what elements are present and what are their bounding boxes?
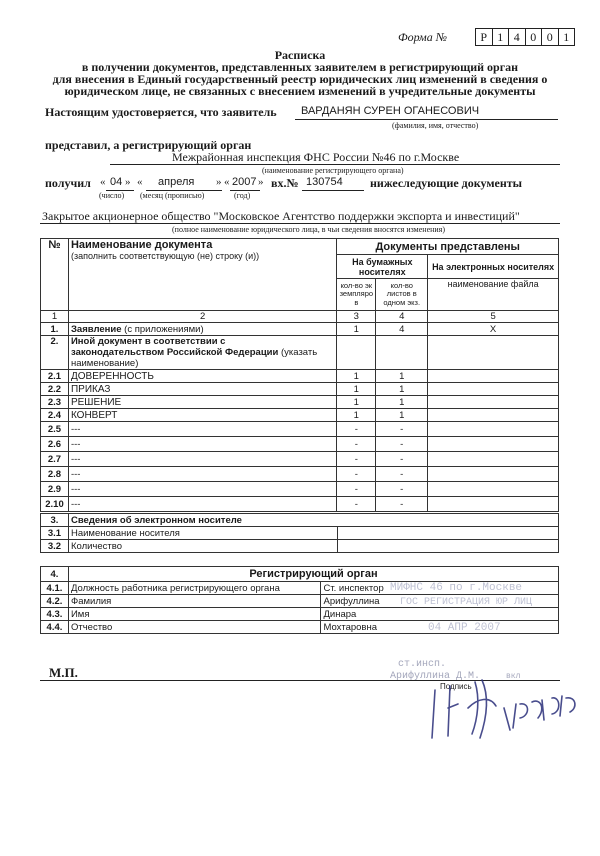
row-file <box>428 409 559 422</box>
row-value <box>337 527 559 540</box>
applicant-hint: (фамилия, имя, отчество) <box>392 121 479 130</box>
table-row <box>41 396 559 409</box>
row-sheets: - <box>376 467 428 482</box>
row-label: Фамилия <box>68 595 321 608</box>
colnum: 3 <box>337 311 376 323</box>
row-copies: 1 <box>337 396 376 409</box>
row-num: 4.1. <box>41 582 69 595</box>
row-sheets <box>376 336 428 370</box>
row-file <box>428 437 559 452</box>
media-table <box>40 513 559 553</box>
header-sheets: кол-во листов в одном экз. <box>376 279 428 311</box>
doc-title-line: для внесения в Единый государственный реестр юридических лиц изменений в сведения о <box>52 72 548 86</box>
row-name: --- <box>68 452 336 467</box>
table-row <box>41 323 559 336</box>
row-copies: 1 <box>337 370 376 383</box>
row-file <box>428 422 559 437</box>
date-quote: » <box>216 176 222 188</box>
registrar-title: Регистрирующий орган <box>68 567 558 582</box>
table-row <box>41 482 559 497</box>
row-num: 2.6 <box>41 437 69 452</box>
row-value: Арифуллина <box>321 595 559 608</box>
handwritten-signature-icon <box>420 668 590 748</box>
row-copies: - <box>337 437 376 452</box>
row-file: X <box>428 323 559 336</box>
vh-underline <box>302 190 364 191</box>
row-sheets: 1 <box>376 409 428 422</box>
date-quote: « <box>100 176 106 188</box>
row-sheets: 1 <box>376 396 428 409</box>
row-name: ДОВЕРЕННОСТЬ <box>68 370 336 383</box>
row-name-bold: Иной документ в соответствии с законодательством Российской Федерации <box>70 336 279 358</box>
form-number-label: Форма № <box>398 30 448 44</box>
row-file <box>428 467 559 482</box>
form-code-char: 1 <box>558 29 575 45</box>
authority-lead: представил, а регистрирующий орган <box>45 138 252 152</box>
row-num: 3.1 <box>41 527 69 540</box>
row-sheets: - <box>376 422 428 437</box>
row-copies: - <box>337 467 376 482</box>
received-month: апреля <box>158 176 195 188</box>
row-copies: - <box>337 422 376 437</box>
entity-hint: (полное наименование юридического лица, в чьи сведения вносятся изменения) <box>172 225 446 234</box>
row-sheets: 1 <box>376 370 428 383</box>
row-label: Отчество <box>68 621 321 634</box>
vh-label: вх.№ <box>271 176 299 190</box>
header-filename: наименование файла <box>428 279 559 311</box>
table-row <box>41 409 559 422</box>
doc-title-line: юридическом лице, не связанных с внесением изменений в учредительные документы <box>64 84 536 98</box>
svg-text:ГОС РЕГИСТРАЦИЯ ЮР ЛИЦ: ГОС РЕГИСТРАЦИЯ ЮР ЛИЦ <box>400 597 533 608</box>
row-name: (с приложениями) <box>121 323 204 335</box>
colnum: 4 <box>376 311 428 323</box>
row-num: 2.1 <box>41 370 69 383</box>
entity-name: Закрытое акционерное общество "Московское Агентство поддержки экспорта и инвестиций" <box>42 209 520 223</box>
header-paper: На бумажных носителях <box>337 255 428 279</box>
row-name: --- <box>68 437 336 452</box>
form-code-char: 1 <box>492 29 509 45</box>
row-name-cell <box>68 323 336 336</box>
received-day: 04 <box>110 176 123 188</box>
day-hint: (число) <box>99 191 125 200</box>
table-row <box>41 467 559 482</box>
authority-hint: (наименование регистрирующего органа) <box>262 166 404 175</box>
form-code-char: 4 <box>508 29 525 45</box>
date-quote: « <box>137 176 143 188</box>
table-row <box>41 336 559 370</box>
row-copies: 1 <box>337 323 376 336</box>
registrar-num: 4. <box>41 567 69 582</box>
row-num: 2.10 <box>41 497 69 512</box>
form-code-char: 0 <box>541 29 558 45</box>
row-sheets: - <box>376 497 428 512</box>
authority-underline <box>110 164 560 165</box>
media-num: 3. <box>41 514 69 527</box>
row-sheets: - <box>376 437 428 452</box>
authority-name: Межрайонная инспекция ФНС России №46 по г.Москве <box>172 150 460 164</box>
row-sheets: - <box>376 482 428 497</box>
row-file <box>428 482 559 497</box>
header-presented: Документы представлены <box>337 239 559 255</box>
header-num: № <box>41 239 69 311</box>
row-name-cell <box>68 336 336 370</box>
form-number-boxes <box>475 28 575 46</box>
row-num: 2.7 <box>41 452 69 467</box>
row-name: ПРИКАЗ <box>68 383 336 396</box>
svg-text:ст.инсп.: ст.инсп. <box>398 659 447 670</box>
row-value: Мохтаровна <box>321 621 559 634</box>
row-sheets: - <box>376 452 428 467</box>
applicant-underline <box>295 119 558 120</box>
row-num: 2.2 <box>41 383 69 396</box>
form-code-char: Р <box>480 29 488 44</box>
header-doc-name-cell <box>68 239 336 311</box>
row-sheets: 1 <box>376 383 428 396</box>
row-file <box>428 452 559 467</box>
row-name: РЕШЕНИЕ <box>68 396 336 409</box>
registration-stamp-icon <box>388 578 548 653</box>
month-hint: (месяц (прописью) <box>140 191 205 200</box>
svg-text:Арифуллина Д.М.: Арифуллина Д.М. <box>390 671 481 682</box>
header-copies: кол-во экземпляров <box>337 279 376 311</box>
row-num: 2.3 <box>41 396 69 409</box>
table-row <box>41 527 559 540</box>
row-num: 2.5 <box>41 422 69 437</box>
header-doc-name-sub: (заполнить соответствующую (не) строку (и)) <box>70 251 260 261</box>
vh-number: 130754 <box>306 176 343 188</box>
row-num: 2. <box>41 336 69 370</box>
row-num: 4.3. <box>41 608 69 621</box>
table-row <box>41 437 559 452</box>
seal-label: М.П. <box>49 665 78 680</box>
colnum: 2 <box>68 311 336 323</box>
received-year: 2007 <box>232 176 257 188</box>
row-value: Динара <box>321 608 559 621</box>
table-row <box>41 383 559 396</box>
row-copies: - <box>337 452 376 467</box>
row-file <box>428 383 559 396</box>
table-row <box>41 370 559 383</box>
entity-underline <box>40 223 560 224</box>
row-name: (указать наименование) <box>70 347 318 369</box>
row-copies: - <box>337 497 376 512</box>
row-name-bold: Заявление <box>70 323 122 335</box>
row-num: 4.2. <box>41 595 69 608</box>
table-row <box>41 422 559 437</box>
row-file <box>428 396 559 409</box>
table-row <box>41 540 559 553</box>
row-label: Имя <box>68 608 321 621</box>
row-num: 4.4. <box>41 621 69 634</box>
signature-label: Подпись <box>440 682 472 691</box>
row-value: Ст. инспектор <box>321 582 559 595</box>
row-name: --- <box>68 497 336 512</box>
date-quote: « <box>224 176 230 188</box>
row-copies: 1 <box>337 409 376 422</box>
row-name: КОНВЕРТ <box>68 409 336 422</box>
table-row <box>41 452 559 467</box>
row-num: 2.8 <box>41 467 69 482</box>
svg-text:МИФНС 46 по г.Москве: МИФНС 46 по г.Москве <box>390 582 523 594</box>
header-doc-name: Наименование документа <box>70 239 213 251</box>
doc-title-line: в получении документов, представленных заявителем в регистрирующий орган <box>81 60 519 74</box>
colnum: 5 <box>428 311 559 323</box>
date-quote: » <box>258 176 264 188</box>
applicant-name: ВАРДАНЯН СУРЕН ОГАНЕСОВИЧ <box>301 105 480 117</box>
header-electronic: На электронных носителях <box>428 255 559 279</box>
row-label: Количество <box>68 540 337 553</box>
row-num: 2.9 <box>41 482 69 497</box>
colnum: 1 <box>41 311 69 323</box>
media-title: Сведения об электронном носителе <box>68 514 558 527</box>
row-label: Должность работника регистрирующего органа <box>68 582 321 595</box>
certify-lead: Настоящим удостоверяется, что заявитель <box>45 105 277 119</box>
svg-text:04 АПР 2007: 04 АПР 2007 <box>428 622 501 634</box>
row-num: 1. <box>41 323 69 336</box>
row-num: 2.4 <box>41 409 69 422</box>
svg-text:вкл: вкл <box>506 672 521 681</box>
row-name: --- <box>68 482 336 497</box>
row-name: --- <box>68 467 336 482</box>
date-quote: » <box>125 176 131 188</box>
year-hint: (год) <box>234 191 251 200</box>
row-num: 3.2 <box>41 540 69 553</box>
row-value <box>337 540 559 553</box>
row-sheets: 4 <box>376 323 428 336</box>
table-row <box>41 497 559 512</box>
received-lead: получил <box>45 176 91 190</box>
row-copies <box>337 336 376 370</box>
row-copies: 1 <box>337 383 376 396</box>
documents-table <box>40 238 559 512</box>
row-copies: - <box>337 482 376 497</box>
doc-title: Расписка <box>274 48 326 62</box>
row-file <box>428 370 559 383</box>
row-file <box>428 497 559 512</box>
form-code-char: 0 <box>525 29 542 45</box>
row-name: --- <box>68 422 336 437</box>
row-file <box>428 336 559 370</box>
received-tail: нижеследующие документы <box>370 176 523 190</box>
row-label: Наименование носителя <box>68 527 337 540</box>
